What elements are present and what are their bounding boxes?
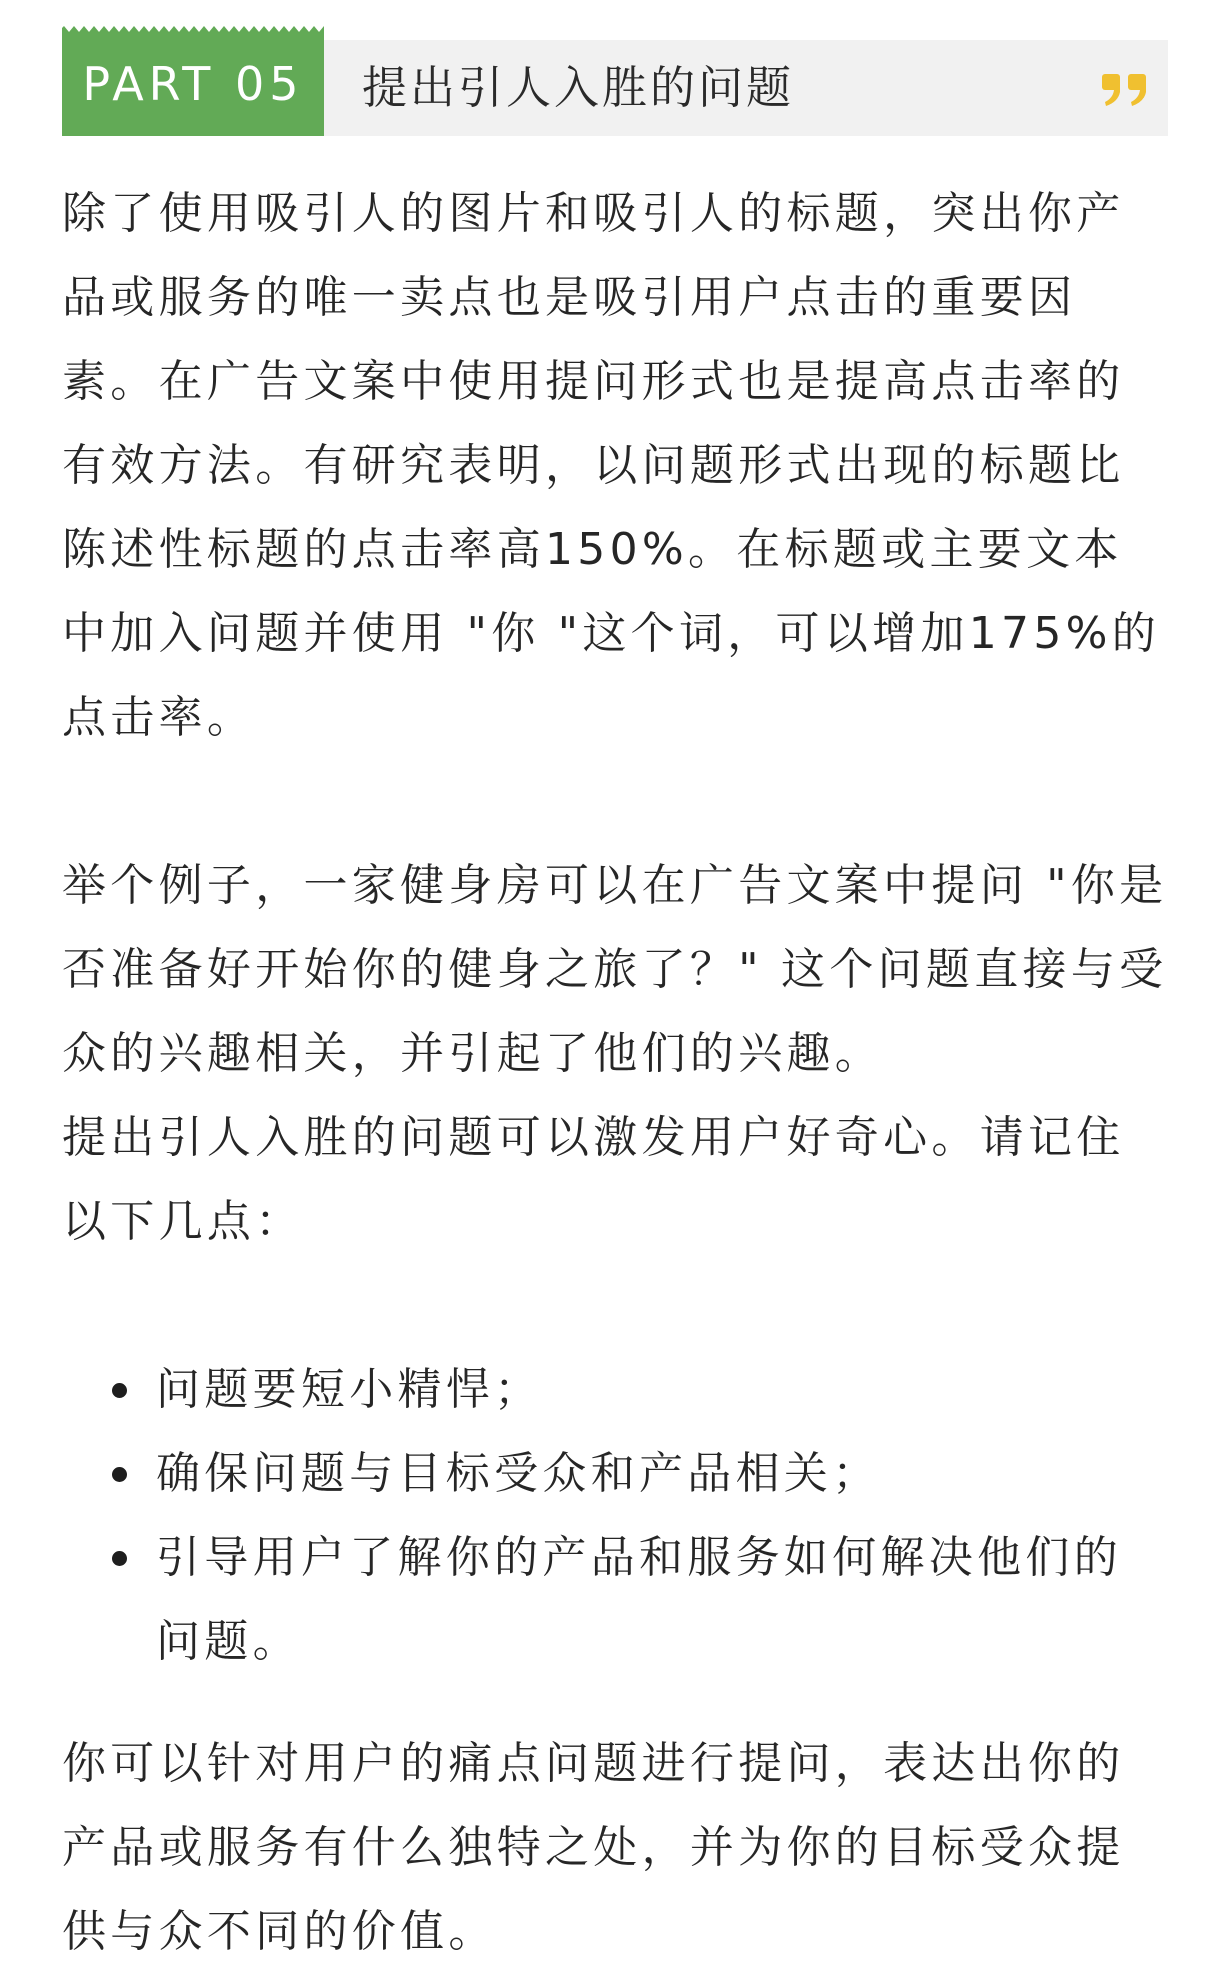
list-item (62, 1432, 1168, 1516)
paragraph-conclusion: 你可以针对用户的痛点问题进行提问，表达出你的产品或服务有什么独特之处，并为你的目标受众提供与众不同的价值。 (62, 1738, 1125, 1957)
spacer (62, 1264, 1168, 1348)
paragraph-tips-intro: 提出引人入胜的问题可以激发用户好奇心。请记住以下几点： (62, 1112, 1125, 1247)
zigzag-edge (62, 20, 324, 34)
bullet-dot-icon (112, 1467, 127, 1482)
section-header (62, 20, 1168, 136)
list-item-text: 引导用户了解你的产品和服务如何解决他们的问题。 (156, 1532, 1122, 1667)
section-title: 提出引人入胜的问题 (362, 61, 795, 114)
part-label: PART 05 (82, 57, 304, 111)
article-body (62, 172, 1168, 1974)
spacer (62, 760, 1168, 844)
list-item (62, 1516, 1168, 1684)
bullet-dot-icon (112, 1383, 127, 1398)
spacer (62, 1684, 1168, 1722)
bullet-dot-icon (112, 1551, 127, 1566)
closing-quote-icon (1100, 72, 1150, 108)
part-tag (62, 20, 324, 136)
list-item-text: 确保问题与目标受众和产品相关； (156, 1448, 881, 1499)
list-item (62, 1348, 1168, 1432)
tips-list (62, 1348, 1168, 1684)
paragraph-intro: 除了使用吸引人的图片和吸引人的标题，突出你产品或服务的唯一卖点也是吸引用户点击的重要因素。在广告文案中使用提问形式也是提高点击率的有效方法。有研究表明，以问题形式出现的标题比陈述性标题的点击率高150%。在标题或主要文本中加入问题并使用 "你 "这个词，可以增加175%的点击率。 (62, 188, 1161, 743)
list-item-text: 问题要短小精悍； (156, 1364, 543, 1415)
paragraph-example: 举个例子，一家健身房可以在广告文案中提问 "你是否准备好开始你的健身之旅了？" 这个问题直接与受众的兴趣相关，并引起了他们的兴趣。 (62, 860, 1168, 1079)
